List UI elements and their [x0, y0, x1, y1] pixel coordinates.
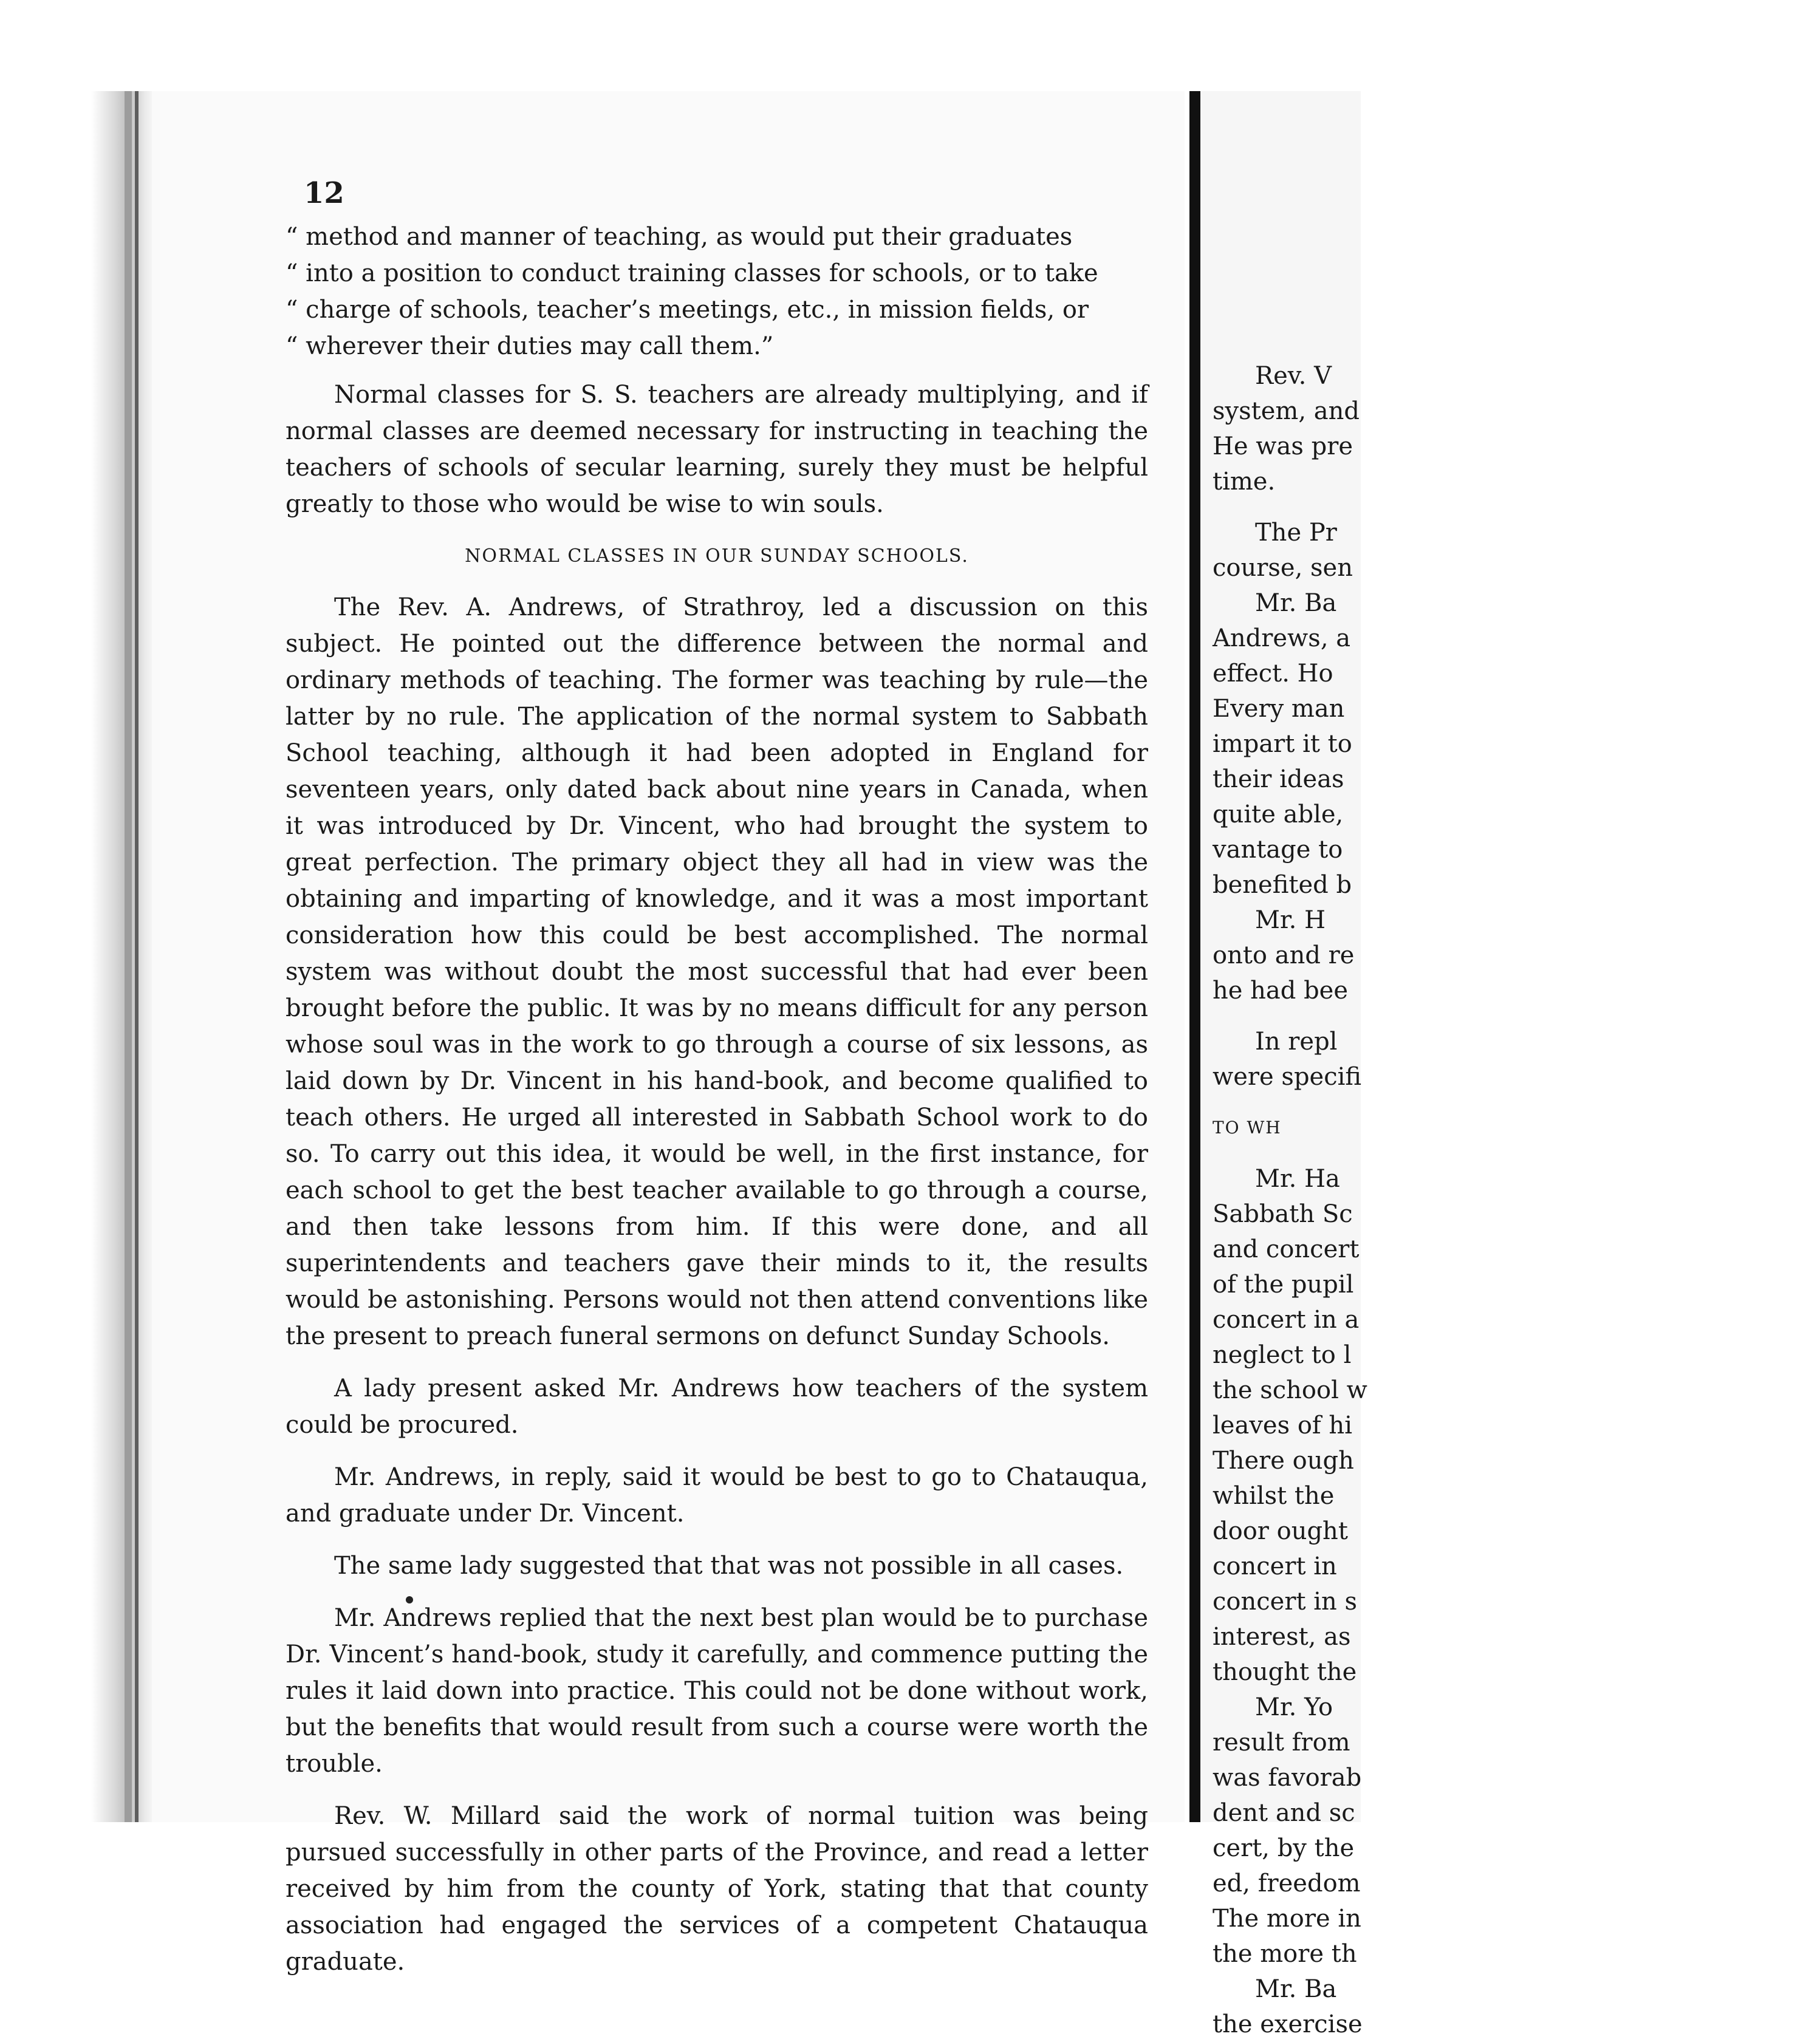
quote-line: “ into a position to conduct training classes for schools, or to take	[286, 259, 1098, 287]
right-page-line: whilst the	[1213, 1482, 1335, 1510]
right-page-line: Every man	[1213, 695, 1345, 723]
right-page-line: onto and re	[1213, 941, 1355, 969]
right-page-line: impart it to	[1213, 730, 1352, 758]
book-gutter	[1189, 91, 1200, 1822]
line-gap	[1213, 499, 1820, 515]
right-page-line: system, and	[1213, 397, 1360, 425]
right-page-line: The Pr	[1255, 519, 1337, 547]
right-page-line: was favorab	[1213, 1764, 1362, 1792]
right-page-line: benefited b	[1213, 871, 1352, 899]
right-page-line: time.	[1213, 468, 1276, 496]
right-page-line: The more in	[1213, 1905, 1361, 1933]
right-page-line: course, sen	[1213, 554, 1353, 582]
quote-line: “ method and manner of teaching, as would put their graduates	[286, 223, 1073, 251]
right-page-line: effect. Ho	[1213, 660, 1333, 688]
right-page-line: TO WH	[1213, 1118, 1282, 1138]
right-page-line: Andrews, a	[1213, 624, 1351, 652]
quote-line: “ wherever their duties may call them.”	[286, 332, 774, 360]
right-page-line: Mr. H	[1255, 906, 1326, 934]
line-gap	[1213, 1146, 1820, 1161]
paragraph-andrews: The Rev. A. Andrews, of Strathroy, led a discussion on this subject. He pointed out the difference between the normal and ordinary methods of teaching. The former was teaching by rule—the latter by no rule. The application of the normal system to Sabbath School teaching, although it had been adopted in England for seventeen years, only dated back about nine years in Canada, when it was introduced by Dr. Vincent, who had brought the system to great perfection. The primary object they all had in view was the obtaining and imparting of knowledge, and it was a most important consideration how this could be best accomplished. The normal system was without doubt the most successful that had ever been brought before the public. It was by no means difficult for any person whose soul was in the work to go through a course of six lessons, as laid down by Dr. Vincent in his hand-book, and become qualified to teach others. He urged all interested in Sabbath School work to do so. To carry out this idea, it would be well, in the first instance, for each school to get the best teacher available to go through a course, and then take lessons from him. If this were done, and all superintendents and teachers gave their minds to it, the results would be astonishing. Persons would not then attend conventions like the present to preach funeral sermons on defunct Sunday Schools.	[286, 593, 1148, 1350]
left-page-body	[286, 219, 1148, 1996]
right-page-line: concert in	[1213, 1552, 1337, 1580]
paragraph-normal-classes: Normal classes for S. S. teachers are already multiplying, and if normal classes are deemed necessary for instructing in teaching the teachers of schools of secular learning, surely they must be helpful greatly to those who would be wise to win souls.	[286, 381, 1148, 518]
right-page-line: leaves of hi	[1213, 1412, 1352, 1439]
paragraph-andrews-replied: Mr. Andrews replied that the next best plan would be to purchase Dr. Vincent’s hand-book, study it carefully, and commence putting the rules it laid down into practice. This could not be done without work, but the benefits that would result from such a course were worth the trouble.	[286, 1604, 1148, 1778]
right-page-line: dent and sc	[1213, 1799, 1355, 1827]
paragraph-lady-question: A lady present asked Mr. Andrews how teachers of the system could be procured.	[286, 1374, 1148, 1439]
right-page-line: Mr. Ha	[1255, 1165, 1340, 1193]
right-page-line: door ought	[1213, 1517, 1348, 1545]
right-page-line: he had bee	[1213, 977, 1349, 1005]
right-page-line: cert, by the	[1213, 1834, 1355, 1862]
paragraph-andrews-reply: Mr. Andrews, in reply, said it would be best to go to Chatauqua, and graduate under Dr. Vincent.	[286, 1463, 1148, 1528]
right-page-text	[1213, 358, 1820, 2042]
right-page-line: Mr. Ba	[1255, 589, 1337, 617]
right-page-line: their ideas	[1213, 765, 1344, 793]
paragraph-millard: Rev. W. Millard said the work of normal tuition was being pursued successfully in other parts of the Province, and read a letter received by him from the county of York, stating that that county association had engaged the services of a competent Chatauqua graduate.	[286, 1802, 1148, 1976]
line-gap	[1213, 1094, 1820, 1110]
right-page-line: vantage to	[1213, 836, 1343, 864]
right-page-line: He was pre	[1213, 432, 1353, 460]
quote-line: “ charge of schools, teacher’s meetings, etc., in mission fields, or	[286, 296, 1089, 324]
right-page-line: In repl	[1255, 1028, 1338, 1056]
right-page-line: Mr. Yo	[1255, 1693, 1333, 1721]
right-page-line: neglect to l	[1213, 1341, 1352, 1369]
right-page-line: the more th	[1213, 1940, 1357, 1968]
right-page	[1200, 91, 1367, 2038]
right-page-line: Rev. V	[1255, 362, 1332, 390]
right-page-line: interest, as	[1213, 1623, 1351, 1651]
page-stack-edge	[125, 91, 132, 1822]
right-page-line: ed, freedom	[1213, 1870, 1361, 1897]
paragraph-same-lady: The same lady suggested that that was not possible in all cases.	[334, 1552, 1124, 1580]
right-page-line: There ough	[1213, 1447, 1354, 1475]
right-page-line: Mr. Ba	[1255, 1975, 1337, 2003]
right-page-line: and concert	[1213, 1235, 1360, 1263]
right-page-line: Sabbath Sc	[1213, 1200, 1353, 1228]
right-page-line: quite able,	[1213, 801, 1344, 828]
right-page-line: concert in a	[1213, 1306, 1360, 1334]
line-gap	[1213, 1008, 1820, 1024]
section-heading: NORMAL CLASSES IN OUR SUNDAY SCHOOLS.	[465, 545, 969, 567]
page-stack-edge-dark	[135, 91, 139, 1822]
right-page-line: the school w	[1213, 1376, 1367, 1404]
right-page-line: the exercise	[1213, 2010, 1363, 2038]
right-page-line: thought the	[1213, 1658, 1357, 1686]
right-page-line: of the pupil	[1213, 1271, 1354, 1299]
right-page-line: concert in s	[1213, 1588, 1358, 1616]
ink-dot	[406, 1596, 413, 1603]
right-page-line: result from	[1213, 1729, 1350, 1757]
page-number: 12	[304, 176, 344, 210]
right-page-line: were specifi	[1213, 1063, 1362, 1091]
